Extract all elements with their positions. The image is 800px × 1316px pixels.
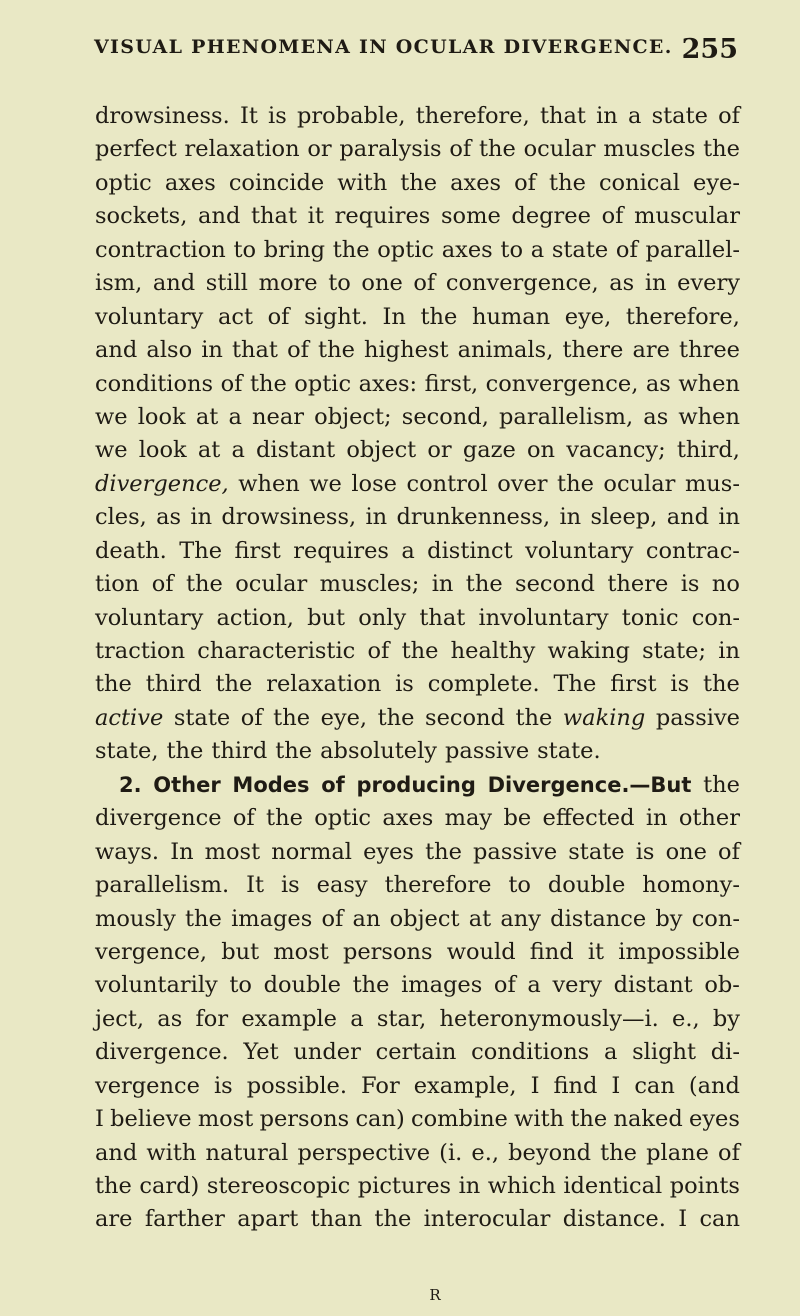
text-line: 2. Other Modes of producing Divergence.—But the bbox=[119, 771, 740, 798]
text-line: traction characteristic of the healthy waking state; in bbox=[95, 638, 740, 664]
text-line: divergence. Yet under certain conditions a slight di- bbox=[95, 1039, 740, 1066]
text-line: cles, as in drowsiness, in drunkenness, in sleep, and in bbox=[95, 504, 740, 531]
text-line: vergence, but most persons would find it impossible bbox=[95, 938, 740, 965]
text-line: drowsiness. It is probable, therefore, that in a state of bbox=[95, 103, 740, 129]
text-line: are farther apart than the interocular distance. I can bbox=[95, 1206, 740, 1233]
running-title: VISUAL PHENOMENA IN OCULAR DIVERGENCE. bbox=[94, 36, 673, 58]
signature-mark bbox=[0, 1286, 800, 1304]
text-line: contraction to bring the optic axes to a state of parallel- bbox=[95, 236, 740, 263]
text-line: optic axes coincide with the axes of the conical eye- bbox=[95, 169, 740, 196]
text-line: we look at a distant object or gaze on vacancy; third, bbox=[95, 437, 740, 464]
text-line: and with natural perspective (i. e., beyond the plane of bbox=[95, 1139, 740, 1166]
text-line: the card) stereoscopic pictures in which identical points bbox=[95, 1173, 740, 1199]
text-line: divergence of the optic axes may be effected in other bbox=[95, 805, 740, 832]
text-line: tion of the ocular muscles; in the second there is no bbox=[95, 571, 740, 598]
text-line: vergence is possible. For example, I find I can (and bbox=[95, 1072, 740, 1099]
text-line: mously the images of an object at any distance by con- bbox=[95, 905, 740, 932]
text-line: parallelism. It is easy therefore to double homony- bbox=[95, 872, 740, 899]
text-line: perfect relaxation or paralysis of the ocular muscles the bbox=[95, 136, 740, 163]
text-line: ism, and still more to one of convergence, as in every bbox=[95, 270, 740, 297]
signature-letter: R bbox=[429, 1286, 441, 1304]
text-line: death. The first requires a distinct voluntary contrac- bbox=[95, 537, 740, 564]
text-line: we look at a near object; second, parallelism, as when bbox=[95, 403, 740, 430]
text-line: voluntary act of sight. In the human eye, therefore, bbox=[95, 303, 740, 330]
text-line: active state of the eye, the second the waking passive bbox=[95, 704, 740, 731]
text-line: ways. In most normal eyes the passive state is one of bbox=[95, 838, 740, 865]
text-line: voluntary action, but only that involuntary tonic con- bbox=[95, 604, 740, 631]
text-line: conditions of the optic axes: first, convergence, as when bbox=[95, 370, 740, 397]
text-line: and also in that of the highest animals, there are three bbox=[95, 337, 740, 364]
text-line: the third the relaxation is complete. The first is the bbox=[95, 671, 740, 698]
running-head bbox=[78, 36, 738, 76]
text-line: ject, as for example a star, heteronymously—i. e., by bbox=[95, 1005, 740, 1032]
page-number: 255 bbox=[681, 34, 738, 65]
text-line: I believe most persons can) combine with the naked eyes bbox=[95, 1106, 740, 1133]
text-line: sockets, and that it requires some degree of muscular bbox=[95, 203, 740, 230]
body-text bbox=[95, 100, 740, 1237]
text-line: state, the third the absolutely passive state. bbox=[95, 738, 601, 765]
text-line: divergence, when we lose control over the ocular mus- bbox=[95, 470, 740, 497]
text-line: voluntarily to double the images of a very distant ob- bbox=[95, 972, 740, 999]
